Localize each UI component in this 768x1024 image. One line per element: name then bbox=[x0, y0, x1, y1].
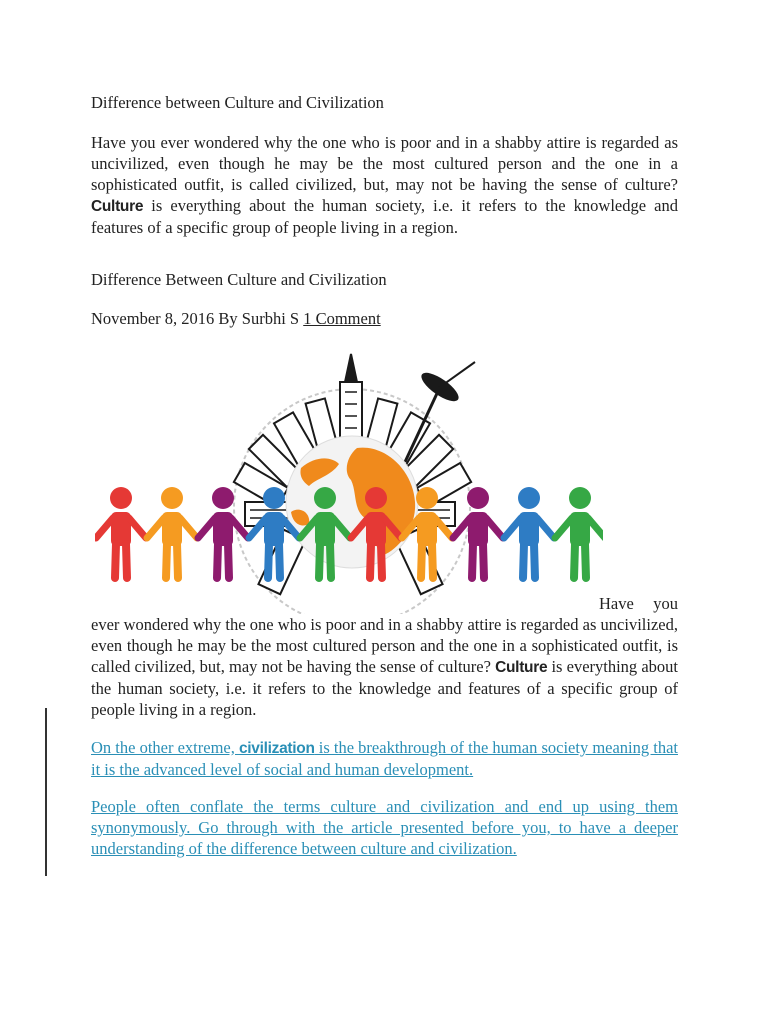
article-subtitle: Difference Between Culture and Civilization bbox=[91, 270, 387, 289]
repeat-bold-culture: Culture bbox=[495, 659, 548, 676]
intro-text-a: Have you ever wondered why the one who is poor and in a shabby attire is regarded as uncivilized, even though he may be the most cultured person and the one in a sophisticated outfit, is called civilized, but, may not be having the sense of culture? bbox=[91, 133, 678, 194]
civ-bold-civilization: civilization bbox=[238, 740, 315, 757]
byline-text: November 8, 2016 By Surbhi S bbox=[91, 309, 304, 328]
person-figure bbox=[453, 487, 503, 578]
person-figure bbox=[504, 487, 554, 578]
intro-bold-culture: Culture bbox=[91, 198, 144, 215]
conflate-paragraph[interactable]: People often conflate the terms culture and civilization and end up using them synonymously. Go through with the article presented before you, to have a deeper understanding of the difference between culture and civilization. bbox=[91, 797, 678, 858]
person-figure bbox=[96, 487, 146, 578]
person-figure bbox=[555, 487, 603, 578]
document-title: Difference between Culture and Civilization bbox=[91, 93, 384, 112]
repeat-paragraph bbox=[91, 593, 678, 720]
repeat-paragraph-text bbox=[91, 593, 678, 720]
article-byline bbox=[91, 308, 381, 329]
person-figure bbox=[147, 487, 197, 578]
repeat-text-b: is everything about the human society, i.e. it refers to the knowledge and features of a specific group of people living in a region. bbox=[91, 657, 679, 719]
comment-link[interactable]: 1 Comment bbox=[303, 309, 381, 328]
civ-text-b: is the breakthrough of the human society meaning that it is the advanced level of social and human development. bbox=[91, 738, 679, 779]
repeat-text-a: Have you ever wondered why the one who is poor and in a shabby attire is regarded as uncivilized, even though he may be the most cultured person and the one in a sophisticated outfit, is called civilized, but, may not be having the sense of culture? bbox=[91, 594, 678, 676]
intro-paragraph bbox=[91, 132, 678, 238]
margin-change-bar bbox=[45, 708, 47, 876]
civilization-paragraph[interactable] bbox=[91, 737, 678, 780]
culture-globe-people-icon bbox=[95, 352, 603, 614]
intro-text-b: is everything about the human society, i.e. it refers to the knowledge and features of a specific group of people living in a region. bbox=[91, 196, 678, 237]
person-figure bbox=[198, 487, 248, 578]
civ-text-a: On the other extreme, bbox=[91, 738, 239, 757]
